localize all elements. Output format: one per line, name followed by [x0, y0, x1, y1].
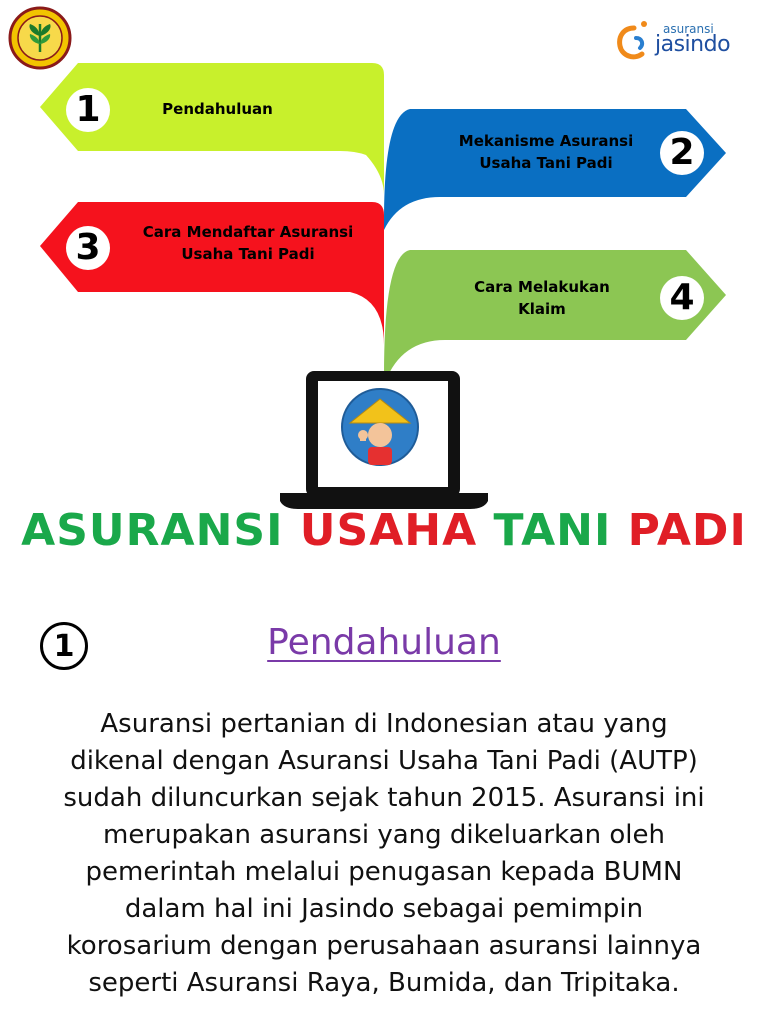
laptop-illustration: [280, 371, 488, 509]
step-2-number: 2: [660, 131, 704, 175]
section-body: Asuransi pertanian di Indonesian atau yang dikenal dengan Asuransi Usaha Tani Padi (AUTP) sudah diluncurkan sejak tahun 2015. Asuransi ini merupakan asuransi yang dikeluarkan oleh pemerintah melalui penugasan kepada BUMN dalam hal ini Jasindo sebagai pemimpin korosarium dengan perusahaan asuransi lainnya seperti Asuransi Raya, Bumida, dan Tripitaka.: [63, 709, 705, 998]
step-1-label: Pendahuluan: [162, 100, 273, 118]
step-3-label: Cara Mendaftar Asuransi Usaha Tani Padi: [142, 223, 354, 263]
jasindo-logo-small-text: asuransi: [663, 22, 714, 36]
step-4-number: 4: [660, 276, 704, 320]
step-1-number: 1: [66, 88, 110, 132]
title-part-1: ASURANSI: [21, 505, 284, 556]
section-heading: Pendahuluan: [267, 622, 501, 663]
title-part-4: PADI: [627, 505, 747, 556]
jasindo-logo-text: jasindo: [655, 32, 731, 57]
main-title: [0, 505, 768, 556]
title-part-3: TANI: [493, 505, 612, 556]
section-number: 1: [40, 622, 88, 670]
steps-infographic: [0, 55, 768, 515]
step-2-label: Mekanisme Asuransi Usaha Tani Padi: [458, 132, 634, 172]
step-3-number: 3: [66, 226, 110, 270]
step-4-label: Cara Melakukan Klaim: [474, 278, 610, 318]
title-part-2: USAHA: [299, 505, 478, 556]
